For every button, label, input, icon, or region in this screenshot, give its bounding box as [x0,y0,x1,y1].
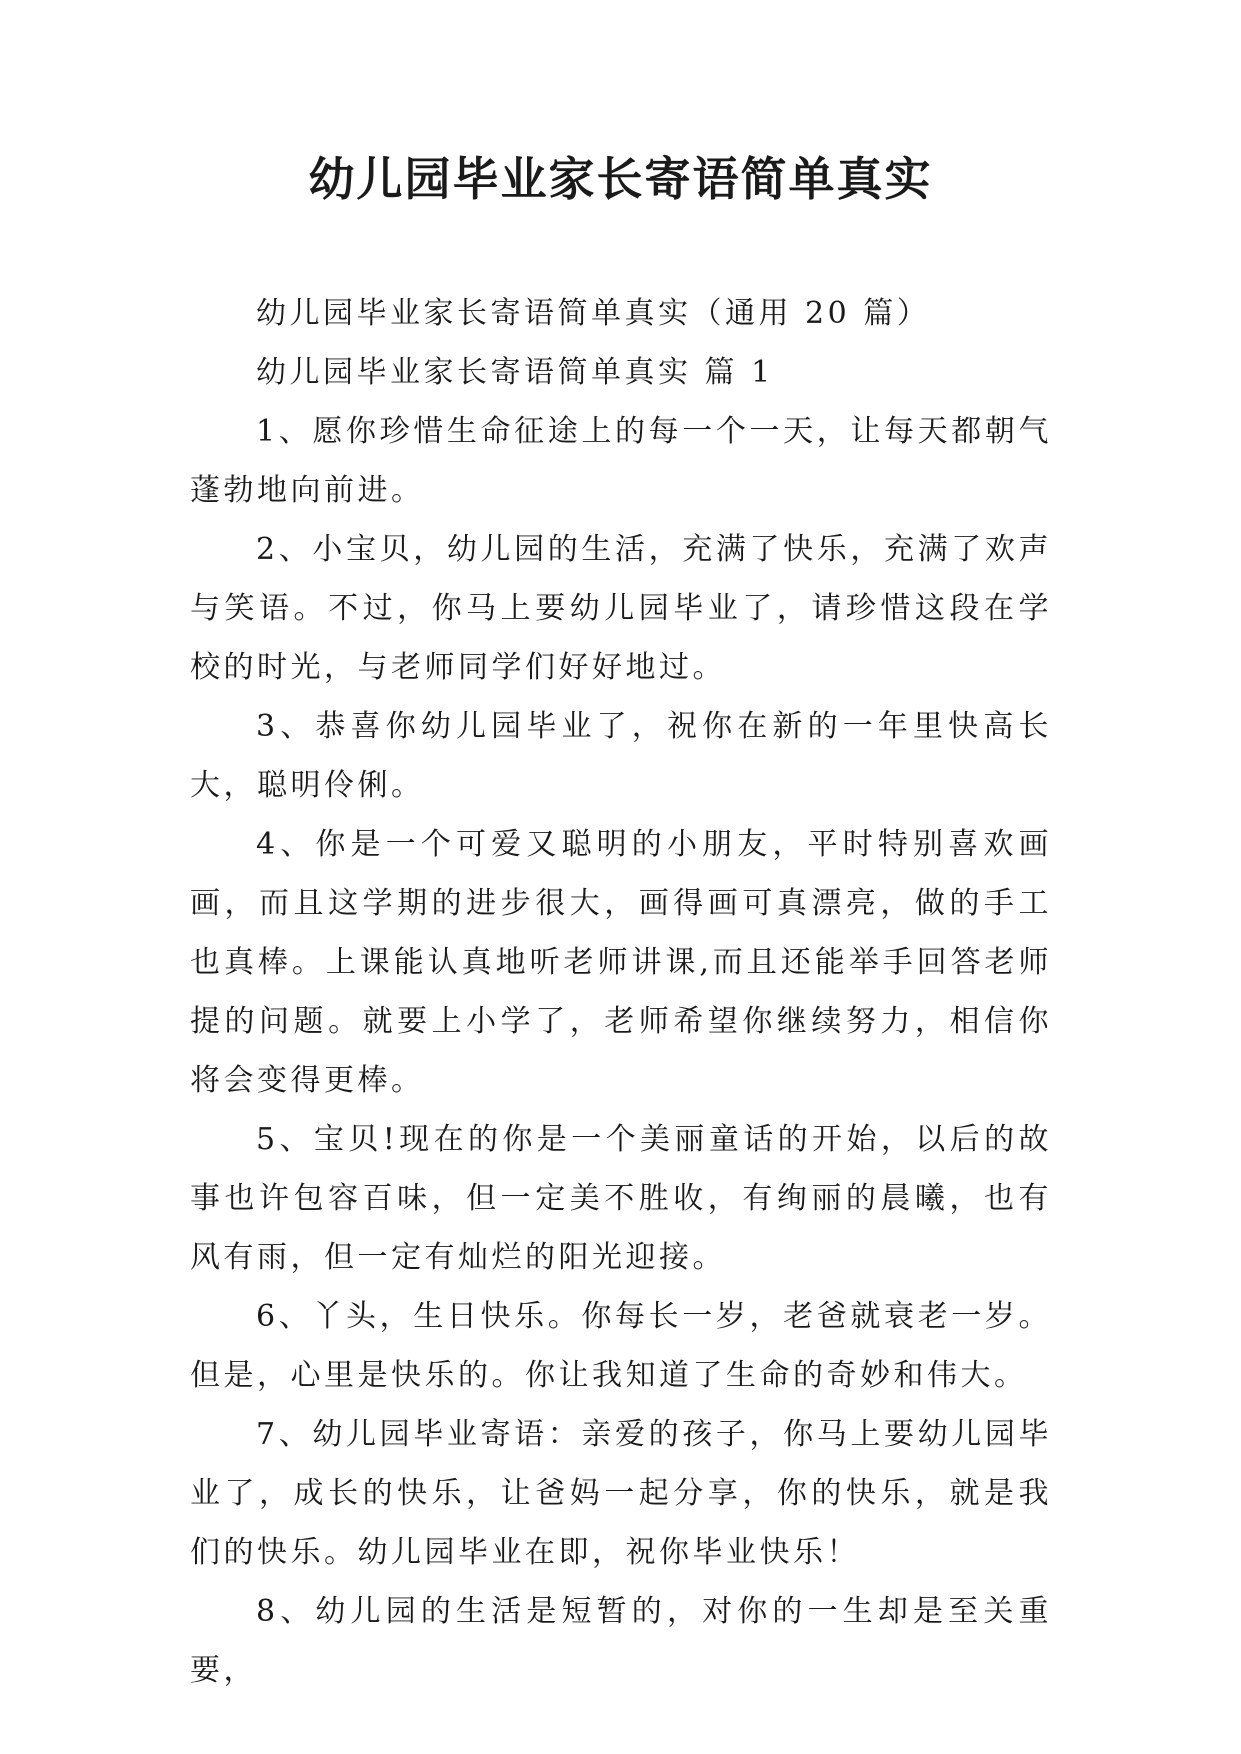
section-heading: 幼儿园毕业家长寄语简单真实 篇 1 [256,355,774,390]
document-body [190,284,1052,1700]
paragraph-3: 3、恭喜你幼儿园毕业了，祝你在新的一年里快高长大，聪明伶俐。 [190,709,1052,803]
paragraph-7: 7、幼儿园毕业寄语：亲爱的孩子，你马上要幼儿园毕业了，成长的快乐，让爸妈一起分享，你的快乐，就是我们的快乐。幼儿园毕业在即，祝你毕业快乐！ [190,1417,1052,1570]
paragraph-8: 8、幼儿园的生活是短暂的，对你的一生却是至关重要， [190,1594,1052,1688]
document-title: 幼儿园毕业家长寄语简单真实 [308,152,933,206]
paragraph-2: 2、小宝贝，幼儿园的生活，充满了快乐，充满了欢声与笑语。不过，你马上要幼儿园毕业了，请珍惜这段在学校的时光，与老师同学们好好地过。 [190,532,1052,685]
paragraph-5: 5、宝贝!现在的你是一个美丽童话的开始，以后的故事也许包容百味，但一定美不胜收，有绚丽的晨曦，也有风有雨，但一定有灿烂的阳光迎接。 [190,1122,1052,1275]
paragraph-1: 1、愿你珍惜生命征途上的每一个一天，让每天都朝气蓬勃地向前进。 [190,414,1052,508]
document-subtitle: 幼儿园毕业家长寄语简单真实（通用 20 篇） [256,296,931,331]
paragraph-6: 6、丫头，生日快乐。你每长一岁，老爸就衰老一岁。但是，心里是快乐的。你让我知道了生命的奇妙和伟大。 [190,1299,1052,1393]
paragraph-4: 4、你是一个可爱又聪明的小朋友，平时特别喜欢画画，而且这学期的进步很大，画得画可真漂亮，做的手工也真棒。上课能认真地听老师讲课,而且还能举手回答老师提的问题。就要上小学了，老师希望你继续努力，相信你将会变得更棒。 [190,827,1052,1098]
